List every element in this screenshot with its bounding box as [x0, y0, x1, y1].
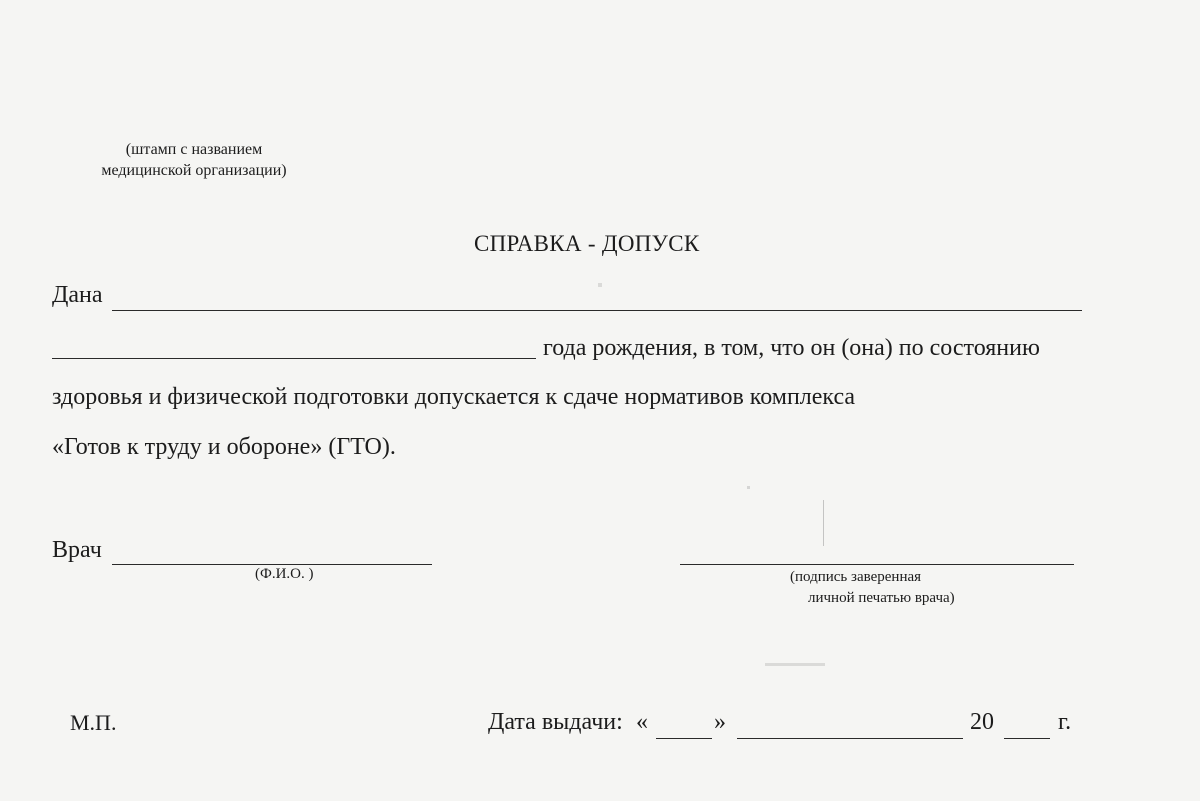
issue-month-field[interactable]	[737, 738, 963, 739]
signature-caption-line-1: (подпись заверенная	[790, 569, 922, 585]
doctor-label: Врач	[52, 537, 102, 563]
birth-year-field[interactable]	[52, 358, 536, 359]
day-quote-close: »	[714, 709, 726, 735]
stamp-note-line-2: медицинской организации)	[101, 162, 287, 179]
issued-to-label: Дана	[52, 282, 103, 308]
scan-smudge	[765, 663, 825, 666]
doctor-name-field[interactable]	[112, 564, 432, 565]
signature-caption	[790, 567, 1010, 609]
issue-year-field[interactable]	[1004, 738, 1050, 739]
doctor-signature-field[interactable]	[680, 564, 1074, 565]
scan-mark	[823, 500, 824, 546]
birth-year-text: года рождения, в том, что он (она) по состоянию	[543, 335, 1040, 361]
stamp-placeholder-note	[80, 139, 308, 181]
doctor-name-caption: (Ф.И.О. )	[255, 566, 314, 582]
signature-caption-line-2: личной печатью врача)	[808, 590, 955, 606]
scan-dot	[598, 283, 602, 287]
day-quote-open: «	[636, 709, 648, 735]
document-title: СПРАВКА - ДОПУСК	[474, 231, 700, 256]
admission-text-line: здоровья и физической подготовки допускается к сдаче нормативов комплекса	[52, 384, 856, 410]
issued-to-name-field[interactable]	[112, 310, 1082, 311]
year-suffix: г.	[1058, 709, 1072, 735]
stamp-note-line-1: (штамп с названием	[125, 141, 263, 158]
issue-day-field[interactable]	[656, 738, 712, 739]
year-prefix: 20	[970, 709, 994, 735]
scan-dot	[747, 486, 750, 489]
seal-place-label: М.П.	[70, 710, 117, 735]
gto-program-text: «Готов к труду и обороне» (ГТО).	[52, 434, 396, 460]
issue-date-label: Дата выдачи:	[488, 709, 623, 735]
